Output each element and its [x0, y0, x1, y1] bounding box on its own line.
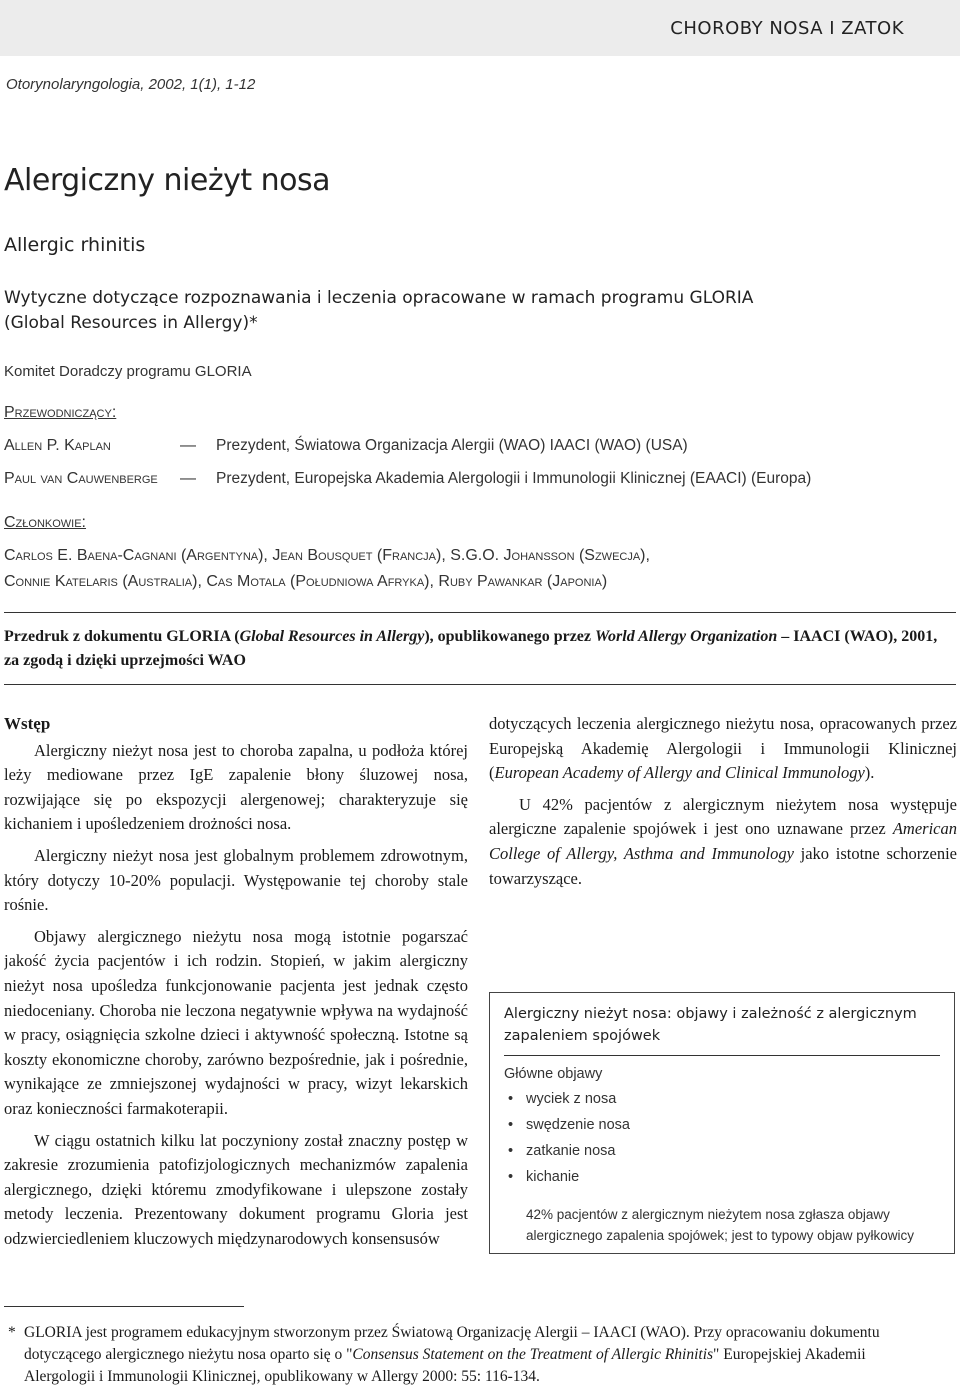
list-item: • wyciek z nosa — [504, 1086, 940, 1112]
committee-name: Komitet Doradczy programu GLORIA — [4, 363, 252, 380]
divider — [4, 612, 956, 613]
footnote-mark: * — [8, 1324, 16, 1341]
members-label: Członkowie: — [4, 514, 87, 531]
journal-citation: Otorynolaryngologia, 2002, 1(1), 1-12 — [6, 76, 256, 93]
chair-dash: — — [180, 437, 196, 454]
footnote-text: GLORIA jest programem edukacyjnym stworzonym przez Światową Organizację Alergii – IAACI (WAO). Przy opracowaniu dokumentu dotyczącego alergicznego nieżytu nosa oparto się o "Consensus Statement on the Treatment of Allergic Rhinitis" Europejskiej Akademii Alergologii i Immunologii Klinicznej, opublikowany w Allergy 2000: 55: 116-134. — [24, 1324, 880, 1385]
guidelines-heading — [4, 286, 824, 336]
header-bar — [0, 0, 960, 56]
intro-left-column — [4, 712, 468, 1268]
intro-paragraph-4: W ciągu ostatnich kilku lat poczyniony został znaczny postęp w zakresie zrozumienia patofizjologicznych mechanizmów zapalenia alergicznego, dzięki któremu zmodyfikowane i ulepszone zostały metody leczenia. Prezentowany dokument programu Gloria jest odzwierciedleniem kluczowych międzynarodowych konsensusów — [4, 1130, 468, 1248]
list-item: • swędzenie nosa — [504, 1112, 940, 1138]
chairs-label: Przewodniczący: — [4, 404, 117, 421]
guidelines-line-2: (Global Resources in Allergy)* — [4, 313, 258, 333]
footnote — [4, 1322, 904, 1388]
members-line-2: Connie Katelaris (Australia), Cas Motala (Południowa Afryka), Ruby Pawankar (Japonia) — [4, 573, 608, 590]
chair-name-kaplan: Allen P. Kaplan — [4, 437, 111, 454]
box-title: Alergiczny nieżyt nosa: objawy i zależność z alergicznym zapaleniem spojówek — [504, 1006, 917, 1044]
intro-right-column — [489, 712, 957, 898]
english-subtitle: Allergic rhinitis — [4, 234, 146, 256]
bullet-icon: • — [508, 1091, 514, 1107]
section-label: CHOROBY NOSA I ZATOK — [670, 18, 904, 39]
chair-name-cauwenberge: Paul van Cauwenberge — [4, 470, 158, 487]
symptom-list — [504, 1086, 940, 1190]
chair-role-cauwenberge: Prezydent, Europejska Akademia Alergologii i Immunologii Klinicznej (EAACI) (Europa) — [216, 470, 812, 487]
guidelines-line-1: Wytyczne dotyczące rozpoznawania i leczenia opracowane w ramach programu GLORIA — [4, 288, 754, 308]
intro-paragraph-4-continued: dotyczących leczenia alergicznego nieżytu nosa, opracowanych przez Europejską Akademię Alergologii i Immunologii Klinicznej (European Academy of Allergy and Clinical Immunology). — [489, 714, 957, 783]
reprint-notice: Przedruk z dokumentu GLORIA (Global Resources in Allergy), opublikowanego przez World Allergy Organization – IAACI (WAO), 2001, za zgodą i dzięki uprzejmości WAO — [4, 628, 938, 669]
intro-heading: Wstęp — [4, 714, 51, 733]
footnote-divider — [4, 1306, 244, 1307]
page-title: Alergiczny nieżyt nosa — [4, 163, 331, 198]
chair-dash: — — [180, 470, 196, 487]
bullet-icon: • — [508, 1143, 514, 1159]
list-item: • zatkanie nosa — [504, 1138, 940, 1164]
members-line-1: Carlos E. Baena-Cagnani (Argentyna), Jean Bousquet (Francja), S.G.O. Johansson (Szwecja), — [4, 547, 650, 564]
intro-paragraph-1: Alergiczny nieżyt nosa jest to choroba zapalna, u podłoża której leży mediowane przez IgE zapalenie błony śluzowej nosa, rozwijające się po ekspozycji alergenowej; charakteryzuje się kichaniem i upośledzeniem drożności nosa. — [4, 740, 468, 834]
bullet-icon: • — [508, 1169, 514, 1185]
box-note: 42% pacjentów z alergicznym nieżytem nosa zgłasza objawy alergicznego zapalenia spojówek; jest to typowy objaw pyłkowicy — [526, 1207, 914, 1243]
intro-paragraph-3: Objawy alergicznego nieżytu nosa mogą istotnie pogarszać jakość życia pacjentów i ich rodzin. Stopień, w jakim alergiczny nieżyt nosa upośledza funkcjonowanie pacjenta jest jednak często niedoceniany. Choroba nie leczona negatywnie wpływa na wydajność w pracy, osiągnięcia szkolne dzieci i aktywność społeczną. Istotne są koszty ekonomiczne choroby, zarówno bezpośrednie, jak i pośrednie, wynikające ze zmniejszonej wydajności w pracy, wizyt lekarskich oraz konieczności farmakoterapii. — [4, 926, 468, 1118]
intro-paragraph-5: U 42% pacjentów z alergicznym nieżytem nosa występuje alergiczne zapalenie spojówek i jest ono uznawane przez American College of Allergy, Asthma and Immunology jako istotne schorzenie towarzyszące. — [489, 794, 957, 888]
box-subheading: Główne objawy — [504, 1066, 603, 1082]
list-item: • kichanie — [504, 1164, 940, 1190]
chair-role-kaplan: Prezydent, Światowa Organizacja Alergii (WAO) IAACI (WAO) (USA) — [216, 437, 688, 454]
bullet-icon: • — [508, 1117, 514, 1133]
symptoms-box — [489, 992, 955, 1254]
box-divider — [504, 1055, 940, 1056]
divider — [4, 684, 956, 685]
intro-paragraph-2: Alergiczny nieżyt nosa jest globalnym problemem zdrowotnym, który dotyczy 10-20% populacji. Występowanie tej choroby stale rośnie. — [4, 845, 468, 915]
